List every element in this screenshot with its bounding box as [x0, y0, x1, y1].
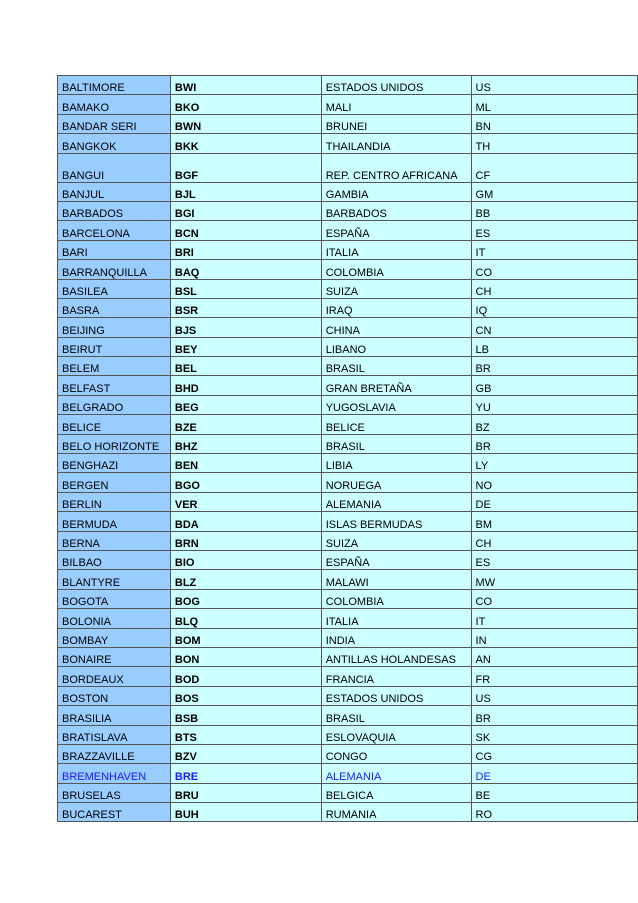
country-cell: ESTADOS UNIDOS [321, 76, 471, 95]
iso-cell: US [471, 686, 637, 705]
table-row [58, 744, 638, 763]
code-cell: BGO [170, 473, 321, 492]
country-cell: YUGOSLAVIA [321, 395, 471, 414]
country-cell: GAMBIA [321, 182, 471, 201]
iso-cell: IN [471, 628, 637, 647]
iso-cell: US [471, 76, 637, 95]
table-row [58, 318, 638, 337]
city-cell: BEIRUT [58, 337, 171, 356]
country-cell: SUIZA [321, 531, 471, 550]
code-cell: BRU [170, 783, 321, 802]
code-cell: BJL [170, 182, 321, 201]
country-cell: BRUNEI [321, 114, 471, 133]
city-cell: BARCELONA [58, 221, 171, 240]
country-cell: INDIA [321, 628, 471, 647]
city-cell: BERGEN [58, 473, 171, 492]
code-cell: BJS [170, 318, 321, 337]
code-cell: BKK [170, 134, 321, 153]
table-row [58, 395, 638, 414]
code-cell: BWN [170, 114, 321, 133]
city-cell: BERMUDA [58, 512, 171, 531]
code-cell: BAQ [170, 260, 321, 279]
iso-cell: IQ [471, 298, 637, 317]
iso-cell: GB [471, 376, 637, 395]
iso-cell: BM [471, 512, 637, 531]
iso-cell: BR [471, 357, 637, 376]
iso-cell: LY [471, 454, 637, 473]
country-cell: BRASIL [321, 434, 471, 453]
table-row [58, 725, 638, 744]
country-cell: BELICE [321, 415, 471, 434]
iso-cell: BE [471, 783, 637, 802]
code-cell: BEY [170, 337, 321, 356]
code-cell: BIO [170, 550, 321, 569]
table-row [58, 76, 638, 95]
iso-cell: NO [471, 473, 637, 492]
country-cell: CONGO [321, 744, 471, 763]
code-cell: BDA [170, 512, 321, 531]
city-cell: BRAZZAVILLE [58, 744, 171, 763]
code-cell: BLQ [170, 609, 321, 628]
city-cell: BANJUL [58, 182, 171, 201]
table-row [58, 706, 638, 725]
city-cell: BILBAO [58, 550, 171, 569]
country-cell: FRANCIA [321, 667, 471, 686]
table-row [58, 95, 638, 114]
iso-cell: LB [471, 337, 637, 356]
table-row [58, 134, 638, 153]
city-cell: BARRANQUILLA [58, 260, 171, 279]
table-row [58, 240, 638, 259]
table-row [58, 647, 638, 666]
city-cell: BRASILIA [58, 706, 171, 725]
country-cell: ALEMANIA [321, 492, 471, 511]
iso-cell: DE [471, 492, 637, 511]
city-cell: BONAIRE [58, 647, 171, 666]
code-cell: BOD [170, 667, 321, 686]
country-cell: ITALIA [321, 609, 471, 628]
table-row [58, 434, 638, 453]
code-cell: BEN [170, 454, 321, 473]
city-cell: BUCAREST [58, 803, 171, 822]
code-cell: BOG [170, 589, 321, 608]
code-cell: BRI [170, 240, 321, 259]
iso-cell: MW [471, 570, 637, 589]
country-cell: MALI [321, 95, 471, 114]
table-row [58, 473, 638, 492]
table-row [58, 609, 638, 628]
table-row [58, 550, 638, 569]
country-cell: NORUEGA [321, 473, 471, 492]
city-cell: BENGHAZI [58, 454, 171, 473]
table-row [58, 803, 638, 822]
iso-cell: ES [471, 221, 637, 240]
table-row [58, 415, 638, 434]
code-cell: BEL [170, 357, 321, 376]
code-cell: BRE [170, 764, 321, 783]
country-cell: ESTADOS UNIDOS [321, 686, 471, 705]
city-cell: BREMENHAVEN [58, 764, 171, 783]
table-row [58, 531, 638, 550]
city-cell: BRUSELAS [58, 783, 171, 802]
city-cell: BRATISLAVA [58, 725, 171, 744]
iso-cell: CO [471, 260, 637, 279]
country-cell: BARBADOS [321, 201, 471, 220]
country-cell: GRAN BRETAÑA [321, 376, 471, 395]
table-row [58, 783, 638, 802]
table-row [58, 153, 638, 182]
country-cell: CHINA [321, 318, 471, 337]
table-row [58, 589, 638, 608]
code-cell: BGF [170, 153, 321, 182]
table-row [58, 221, 638, 240]
iso-cell: BB [471, 201, 637, 220]
country-cell: ITALIA [321, 240, 471, 259]
table-row [58, 376, 638, 395]
code-cell: BLZ [170, 570, 321, 589]
table-body [58, 76, 638, 822]
code-cell: BTS [170, 725, 321, 744]
country-cell: ANTILLAS HOLANDESAS [321, 647, 471, 666]
city-cell: BELICE [58, 415, 171, 434]
city-cell: BANDAR SERI [58, 114, 171, 133]
city-cell: BELFAST [58, 376, 171, 395]
iso-cell: SK [471, 725, 637, 744]
country-cell: REP. CENTRO AFRICANA [321, 153, 471, 182]
table-row [58, 667, 638, 686]
table-row [58, 114, 638, 133]
code-cell: BZV [170, 744, 321, 763]
city-cell: BORDEAUX [58, 667, 171, 686]
code-cell: BSR [170, 298, 321, 317]
iso-cell: BN [471, 114, 637, 133]
country-cell: BRASIL [321, 706, 471, 725]
country-cell: BELGICA [321, 783, 471, 802]
table-row [58, 454, 638, 473]
city-cell: BARI [58, 240, 171, 259]
country-cell: LIBIA [321, 454, 471, 473]
iso-cell: GM [471, 182, 637, 201]
iso-cell: CF [471, 153, 637, 182]
iso-cell: BZ [471, 415, 637, 434]
iso-cell: ML [471, 95, 637, 114]
city-cell: BELO HORIZONTE [58, 434, 171, 453]
table-row [58, 628, 638, 647]
country-cell: COLOMBIA [321, 260, 471, 279]
code-cell: BHZ [170, 434, 321, 453]
code-cell: BWI [170, 76, 321, 95]
code-cell: BCN [170, 221, 321, 240]
country-cell: ESLOVAQUIA [321, 725, 471, 744]
airport-codes-table [57, 75, 638, 822]
code-cell: BSB [170, 706, 321, 725]
table-row [58, 182, 638, 201]
iso-cell: CO [471, 589, 637, 608]
code-cell: BEG [170, 395, 321, 414]
country-cell: ESPAÑA [321, 550, 471, 569]
city-cell: BARBADOS [58, 201, 171, 220]
table-row [58, 260, 638, 279]
iso-cell: RO [471, 803, 637, 822]
table-row [58, 764, 638, 783]
code-cell: BZE [170, 415, 321, 434]
iso-cell: BR [471, 706, 637, 725]
country-cell: ALEMANIA [321, 764, 471, 783]
iso-cell: DE [471, 764, 637, 783]
country-cell: SUIZA [321, 279, 471, 298]
table-row [58, 570, 638, 589]
country-cell: MALAWI [321, 570, 471, 589]
code-cell: VER [170, 492, 321, 511]
city-cell: BAMAKO [58, 95, 171, 114]
country-cell: BRASIL [321, 357, 471, 376]
code-cell: BGI [170, 201, 321, 220]
iso-cell: TH [471, 134, 637, 153]
city-cell: BLANTYRE [58, 570, 171, 589]
code-cell: BHD [170, 376, 321, 395]
iso-cell: CH [471, 279, 637, 298]
table-row [58, 492, 638, 511]
city-cell: BASILEA [58, 279, 171, 298]
iso-cell: BR [471, 434, 637, 453]
code-cell: BRN [170, 531, 321, 550]
city-cell: BOGOTA [58, 589, 171, 608]
iso-cell: CN [471, 318, 637, 337]
iso-cell: IT [471, 240, 637, 259]
country-cell: LIBANO [321, 337, 471, 356]
code-cell: BOM [170, 628, 321, 647]
city-cell: BANGKOK [58, 134, 171, 153]
code-cell: BUH [170, 803, 321, 822]
table-row [58, 279, 638, 298]
iso-cell: ES [471, 550, 637, 569]
city-cell: BOSTON [58, 686, 171, 705]
table-row [58, 337, 638, 356]
iso-cell: YU [471, 395, 637, 414]
iso-cell: CG [471, 744, 637, 763]
city-cell: BEIJING [58, 318, 171, 337]
iso-cell: CH [471, 531, 637, 550]
iso-cell: IT [471, 609, 637, 628]
country-cell: ESPAÑA [321, 221, 471, 240]
table-row [58, 686, 638, 705]
iso-cell: FR [471, 667, 637, 686]
code-cell: BOS [170, 686, 321, 705]
country-cell: IRAQ [321, 298, 471, 317]
table-row [58, 357, 638, 376]
country-cell: RUMANIA [321, 803, 471, 822]
city-cell: BOLONIA [58, 609, 171, 628]
city-cell: BELGRADO [58, 395, 171, 414]
table-row [58, 298, 638, 317]
city-cell: BANGUI [58, 153, 171, 182]
city-cell: BERNA [58, 531, 171, 550]
code-cell: BKO [170, 95, 321, 114]
iso-cell: AN [471, 647, 637, 666]
country-cell: COLOMBIA [321, 589, 471, 608]
city-cell: BOMBAY [58, 628, 171, 647]
country-cell: THAILANDIA [321, 134, 471, 153]
country-cell: ISLAS BERMUDAS [321, 512, 471, 531]
city-cell: BALTIMORE [58, 76, 171, 95]
city-cell: BERLIN [58, 492, 171, 511]
table-row [58, 512, 638, 531]
table-row [58, 201, 638, 220]
city-cell: BELEM [58, 357, 171, 376]
code-cell: BSL [170, 279, 321, 298]
code-cell: BON [170, 647, 321, 666]
city-cell: BASRA [58, 298, 171, 317]
